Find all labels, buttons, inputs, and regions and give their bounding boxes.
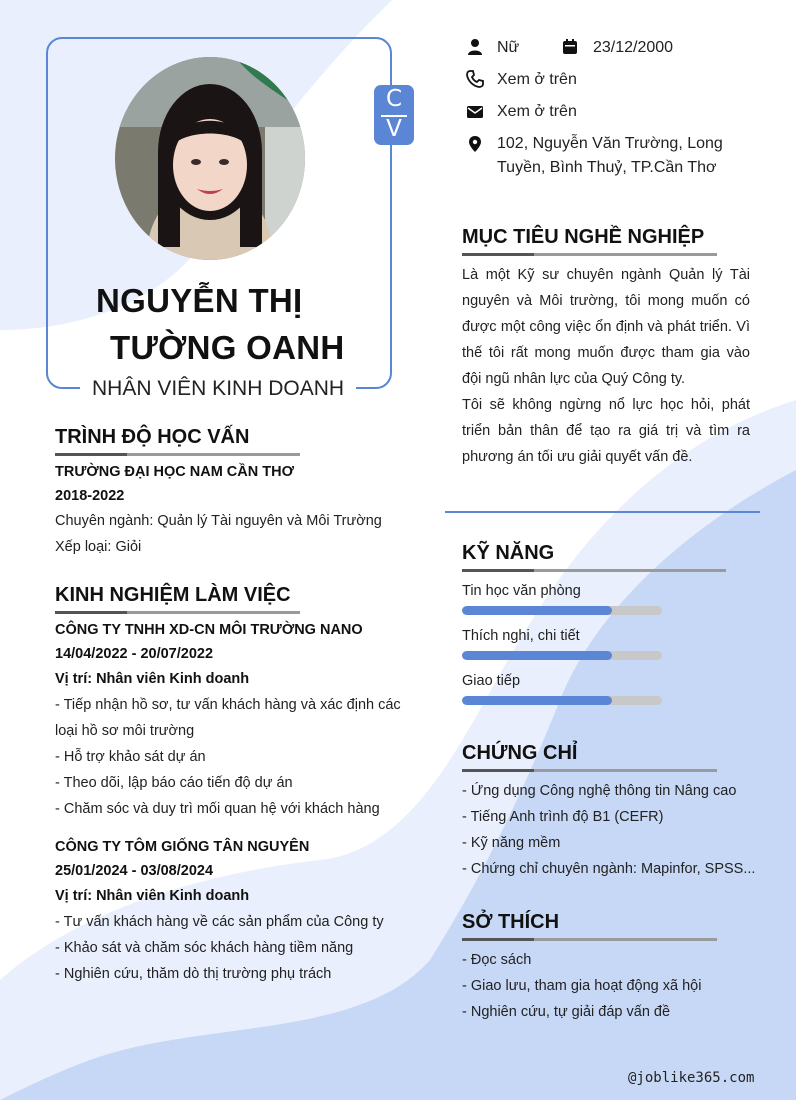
- certificates-heading-underline: [462, 769, 717, 772]
- education-heading: TRÌNH ĐỘ HỌC VẤN: [55, 426, 250, 448]
- hobby-item: - Giao lưu, tham gia hoạt động xã hội: [462, 978, 702, 994]
- job-1-duty: - Chăm sóc và duy trì mối quan hệ với khách hàng: [55, 801, 380, 817]
- objective-heading-underline: [462, 253, 717, 256]
- skill-name: Tin học văn phòng: [462, 583, 581, 599]
- job-2-duty: - Nghiên cứu, thăm dò thị trường phụ trách: [55, 966, 332, 982]
- job-2-duty: - Khảo sát và chăm sóc khách hàng tiềm năng: [55, 940, 354, 956]
- skill-bar: [462, 696, 662, 705]
- calendar-icon: [561, 38, 579, 56]
- objective-paragraph-2: Tôi sẽ không ngừng nổ lực học hỏi, phát triển bản thân để tạo ra giá trị và tìm ra phương án tối ưu giải quyết vấn đề.: [462, 397, 750, 465]
- job-1-duty: loại hồ sơ môi trường: [55, 723, 195, 739]
- job-1-dates: 14/04/2022 - 20/07/2022: [55, 646, 214, 662]
- job-1-company: CÔNG TY TNHH XD-CN MÔI TRƯỜNG NANO: [55, 622, 363, 638]
- job-1-duty: - Hỗ trợ khảo sát dự án: [55, 749, 206, 765]
- birthday-value: 23/12/2000: [593, 39, 674, 56]
- job-1-duty: - Theo dõi, lập báo cáo tiến độ dự án: [55, 775, 293, 791]
- cv-badge: [374, 85, 414, 145]
- cv-badge-c: C: [385, 86, 403, 112]
- job-2-company: CÔNG TY TÔM GIỐNG TÂN NGUYÊN: [55, 839, 310, 855]
- profile-photo: [115, 57, 305, 260]
- address-line-2: Tuyền, Bình Thuỷ, TP.Cần Thơ: [497, 159, 717, 176]
- education-major: Chuyên ngành: Quản lý Tài nguyên và Môi Trường: [55, 513, 382, 529]
- certificate-item: - Tiếng Anh trình độ B1 (CEFR): [462, 809, 664, 825]
- skill-bar: [462, 606, 662, 615]
- certificate-item: - Kỹ năng mềm: [462, 835, 561, 851]
- education-school: TRƯỜNG ĐẠI HỌC NAM CẦN THƠ: [55, 464, 294, 480]
- education-grade: Xếp loại: Giỏi: [55, 539, 142, 555]
- certificate-item: - Ứng dụng Công nghệ thông tin Nâng cao: [462, 783, 737, 799]
- address-line-1: 102, Nguyễn Văn Trường, Long: [497, 135, 723, 152]
- job-2-dates: 25/01/2024 - 03/08/2024: [55, 863, 214, 879]
- skills-heading: KỸ NĂNG: [462, 542, 555, 564]
- objective-text: [462, 262, 750, 470]
- email-value: Xem ở trên: [497, 103, 577, 120]
- job-1-duty: - Tiếp nhận hồ sơ, tư vấn khách hàng và xác định các: [55, 697, 401, 713]
- skills-heading-underline: [462, 569, 726, 572]
- objective-paragraph-1: Là một Kỹ sư chuyên ngành Quản lý Tài nguyên và Môi trường, tôi mong muốn có được một công việc ổn định và phát triển. Vì thế tôi rất mong muốn được tham gia vào đội ngũ nhân lực của Quý Công ty.: [462, 267, 750, 387]
- footer-watermark: @joblike365.com: [628, 1070, 755, 1086]
- certificates-heading: CHỨNG CHỈ: [462, 742, 578, 764]
- name-line-2: TƯỜNG OANH: [110, 329, 345, 366]
- skill-name: Thích nghi, chi tiết: [462, 628, 580, 644]
- certificate-item: - Chứng chỉ chuyên ngành: Mapinfor, SPSS...: [462, 861, 756, 877]
- job-2-position: Vị trí: Nhân viên Kinh doanh: [55, 888, 250, 904]
- gender-value: Nữ: [497, 39, 520, 56]
- objective-heading: MỤC TIÊU NGHỀ NGHIỆP: [462, 226, 705, 248]
- hobbies-heading: SỞ THÍCH: [462, 911, 560, 933]
- education-heading-underline: [55, 453, 300, 456]
- hobby-item: - Nghiên cứu, tự giải đáp vấn đề: [462, 1004, 671, 1020]
- job-1-position: Vị trí: Nhân viên Kinh doanh: [55, 671, 250, 687]
- phone-value: Xem ở trên: [497, 71, 577, 88]
- mail-icon: [466, 103, 484, 121]
- section-divider: [445, 511, 760, 513]
- experience-heading: KINH NGHIỆM LÀM VIỆC: [55, 584, 291, 606]
- skill-bar: [462, 651, 662, 660]
- person-icon: [466, 38, 484, 56]
- job-2-duty: - Tư vấn khách hàng về các sản phẩm của Công ty: [55, 914, 384, 930]
- name-line-1: NGUYỄN THỊ: [96, 282, 303, 319]
- education-years: 2018-2022: [55, 488, 125, 504]
- skill-name: Giao tiếp: [462, 673, 521, 689]
- hobbies-heading-underline: [462, 938, 717, 941]
- job-title: NHÂN VIÊN KINH DOANH: [92, 377, 345, 400]
- hobby-item: - Đọc sách: [462, 952, 532, 968]
- experience-heading-underline: [55, 611, 300, 614]
- location-pin-icon: [466, 135, 484, 153]
- cv-badge-v: V: [386, 116, 402, 142]
- phone-icon: [466, 70, 484, 88]
